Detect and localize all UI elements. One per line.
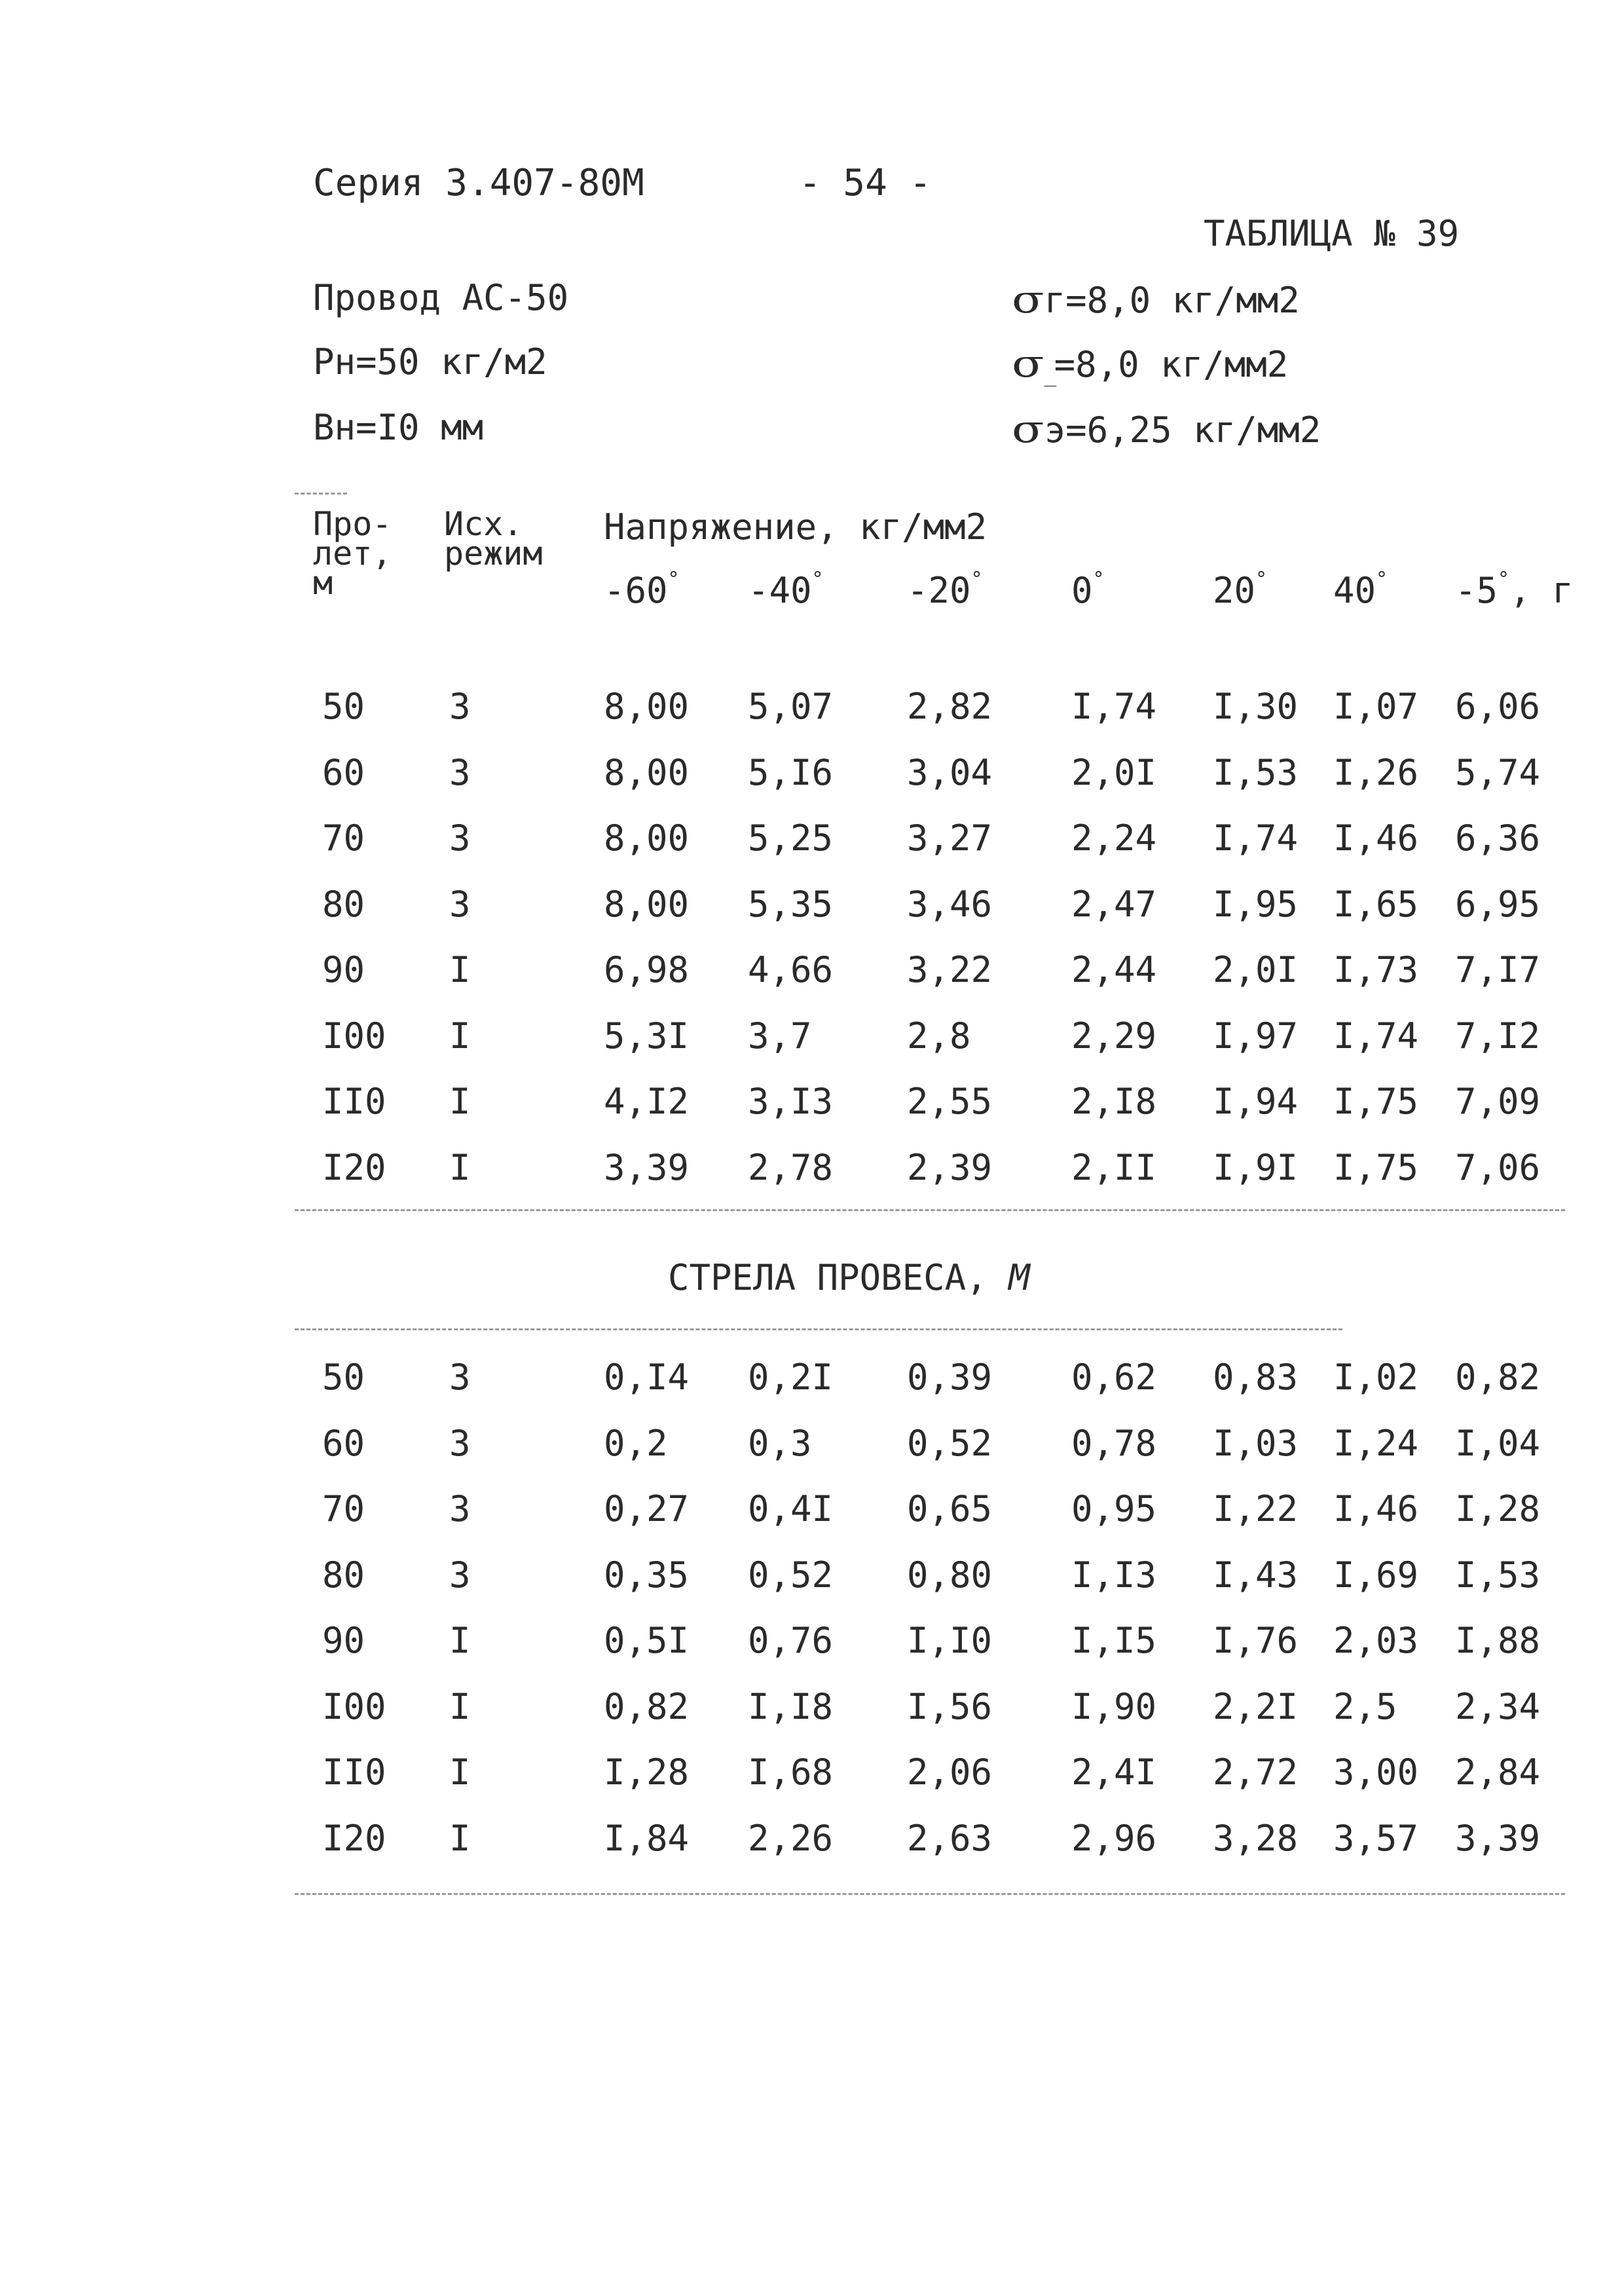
temperature-value: -20 <box>907 570 971 611</box>
span-cell: I20 <box>322 1817 386 1859</box>
temperature-header-3 <box>1071 570 1105 609</box>
value-cell: I,74 <box>1333 1015 1419 1057</box>
wire-type: Провод АС-50 <box>313 277 569 318</box>
mode-cell: 3 <box>449 1488 471 1529</box>
value-cell: 7,I2 <box>1455 1015 1541 1057</box>
value-cell: 0,35 <box>604 1554 690 1596</box>
value-cell: 2,63 <box>907 1817 993 1859</box>
temperature-value: 20 <box>1213 570 1256 611</box>
mode-cell: 3 <box>449 686 471 727</box>
sag-bottom-rule <box>295 1893 1565 1895</box>
value-cell: I,74 <box>1071 686 1157 727</box>
value-cell: I,02 <box>1333 1357 1419 1398</box>
value-cell: 7,I7 <box>1455 949 1541 990</box>
span-cell: I00 <box>322 1015 386 1057</box>
mode-cell: 3 <box>449 817 471 859</box>
value-cell: I,69 <box>1333 1554 1419 1596</box>
value-cell: 0,65 <box>907 1488 993 1529</box>
span-cell: 50 <box>322 1357 365 1398</box>
temperature-value: -5 <box>1455 570 1498 611</box>
value-cell: I,90 <box>1071 1685 1157 1727</box>
value-cell: 2,24 <box>1071 817 1157 859</box>
value-cell: 7,09 <box>1455 1081 1541 1122</box>
value-cell: 6,06 <box>1455 686 1541 727</box>
value-cell: 2,4I <box>1071 1752 1157 1793</box>
value-cell: I,88 <box>1455 1620 1541 1661</box>
temperature-header-5 <box>1333 570 1388 609</box>
span-cell: I20 <box>322 1146 386 1188</box>
value-cell: I,26 <box>1333 751 1419 793</box>
value-cell: 6,95 <box>1455 883 1541 925</box>
value-cell: 2,44 <box>1071 949 1157 990</box>
value-cell: I,46 <box>1333 1488 1419 1529</box>
mode-cell: I <box>449 1146 471 1188</box>
value-cell: I,03 <box>1213 1422 1299 1464</box>
degree-symbol: ° <box>667 568 680 591</box>
value-cell: I,84 <box>604 1817 690 1859</box>
value-cell: I,07 <box>1333 686 1419 727</box>
degree-symbol: ° <box>1376 568 1388 591</box>
value-cell: 0,2I <box>748 1357 834 1398</box>
value-cell: 3,46 <box>907 883 993 925</box>
sigma-minus-param <box>1012 341 1289 387</box>
value-cell: 8,00 <box>604 751 690 793</box>
value-cell: 3,22 <box>907 949 993 990</box>
value-cell: 2,0I <box>1071 751 1157 793</box>
mode-cell: 3 <box>449 1357 471 1398</box>
mode-cell: I <box>449 1081 471 1122</box>
span-cell: 90 <box>322 949 365 990</box>
temperature-header-6 <box>1455 570 1574 609</box>
temperature-value: -60 <box>604 570 668 611</box>
temperature-value: -40 <box>748 570 812 611</box>
value-cell: 0,52 <box>907 1422 993 1464</box>
value-cell: 5,I6 <box>748 751 834 793</box>
value-cell: 0,80 <box>907 1554 993 1596</box>
value-cell: 2,0I <box>1213 949 1299 990</box>
value-cell: 0,62 <box>1071 1357 1157 1398</box>
value-cell: 7,06 <box>1455 1146 1541 1188</box>
value-cell: 8,00 <box>604 686 690 727</box>
sigma-g-param <box>1012 277 1300 322</box>
value-cell: I,28 <box>604 1752 690 1793</box>
value-cell: 3,57 <box>1333 1817 1419 1859</box>
value-cell: 0,82 <box>604 1685 690 1727</box>
value-cell: 5,3I <box>604 1015 690 1057</box>
span-column-header: Про- лет, м <box>313 505 392 602</box>
temperature-header-0 <box>604 570 680 609</box>
value-cell: 2,84 <box>1455 1752 1541 1793</box>
sigma-symbol-icon: σ <box>1012 407 1044 451</box>
value-cell: 2,8 <box>907 1015 971 1057</box>
span-cell: 60 <box>322 1422 365 1464</box>
value-cell: 0,3 <box>748 1422 812 1464</box>
value-cell: I,97 <box>1213 1015 1299 1057</box>
wind-pressure: Рн=50 кг/м2 <box>313 341 547 383</box>
value-cell: 0,76 <box>748 1620 834 1661</box>
value-cell: 5,74 <box>1455 751 1541 793</box>
page-number: - 54 - <box>799 162 932 204</box>
value-cell: 8,00 <box>604 883 690 925</box>
value-cell: 0,4I <box>748 1488 834 1529</box>
value-cell: I,46 <box>1333 817 1419 859</box>
temperature-header-4 <box>1213 570 1267 609</box>
temperature-value: 0 <box>1071 570 1093 611</box>
value-cell: I,I8 <box>748 1685 834 1727</box>
value-cell: I,75 <box>1333 1146 1419 1188</box>
value-cell: 2,I8 <box>1071 1081 1157 1122</box>
value-cell: 2,39 <box>907 1146 993 1188</box>
value-cell: 4,66 <box>748 949 834 990</box>
span-cell: II0 <box>322 1752 386 1793</box>
value-cell: 0,39 <box>907 1357 993 1398</box>
stress-bottom-rule <box>295 1209 1565 1211</box>
value-cell: 2,03 <box>1333 1620 1419 1661</box>
mode-cell: I <box>449 1817 471 1859</box>
sigma-minus-symbol-icon: σ_ <box>1012 341 1057 387</box>
value-cell: 8,00 <box>604 817 690 859</box>
value-cell: 2,82 <box>907 686 993 727</box>
value-cell: 2,72 <box>1213 1752 1299 1793</box>
ice-thickness: Вн=I0 мм <box>313 407 484 448</box>
value-cell: 3,00 <box>1333 1752 1419 1793</box>
value-cell: I,22 <box>1213 1488 1299 1529</box>
value-cell: 3,27 <box>907 817 993 859</box>
value-cell: I,73 <box>1333 949 1419 990</box>
span-cell: 60 <box>322 751 365 793</box>
value-cell: I,68 <box>748 1752 834 1793</box>
value-cell: 2,78 <box>748 1146 834 1188</box>
value-cell: 6,98 <box>604 949 690 990</box>
span-cell: 80 <box>322 883 365 925</box>
sag-section-title <box>668 1257 1030 1298</box>
header-top-rule <box>295 493 347 495</box>
span-cell: 80 <box>322 1554 365 1596</box>
value-cell: I,I3 <box>1071 1554 1157 1596</box>
sigma-minus-value: =8,0 кг/мм2 <box>1054 344 1289 385</box>
temperature-header-1 <box>748 570 824 609</box>
value-cell: 0,52 <box>748 1554 834 1596</box>
table-title: ТАБЛИЦА № 39 <box>1204 213 1460 254</box>
degree-symbol: ° <box>811 568 824 591</box>
value-cell: 3,39 <box>1455 1817 1541 1859</box>
value-cell: I,56 <box>907 1685 993 1727</box>
temperature-value: 40 <box>1333 570 1376 611</box>
value-cell: 4,I2 <box>604 1081 690 1122</box>
sag-title-text: СТРЕЛА ПРОВЕСА, <box>668 1257 987 1298</box>
stress-group-header: Напряжение, кг/мм2 <box>604 506 987 548</box>
value-cell: 2,55 <box>907 1081 993 1122</box>
value-cell: I,30 <box>1213 686 1299 727</box>
span-cell: II0 <box>322 1081 386 1122</box>
value-cell: I,75 <box>1333 1081 1419 1122</box>
span-cell: 50 <box>322 686 365 727</box>
series-label: Серия 3.407-80М <box>313 162 644 204</box>
value-cell: I,65 <box>1333 883 1419 925</box>
value-cell: 2,34 <box>1455 1685 1541 1727</box>
sag-unit: М <box>1008 1257 1030 1298</box>
value-cell: I,28 <box>1455 1488 1541 1529</box>
value-cell: 3,04 <box>907 751 993 793</box>
temperature-header-2 <box>907 570 983 609</box>
mode-cell: 3 <box>449 751 471 793</box>
value-cell: 2,47 <box>1071 883 1157 925</box>
value-cell: I,94 <box>1213 1081 1299 1122</box>
value-cell: 0,5I <box>604 1620 690 1661</box>
value-cell: 3,28 <box>1213 1817 1299 1859</box>
sigma-g-value: г=8,0 кг/мм2 <box>1044 280 1300 321</box>
mode-column-header: Исх. режим <box>444 505 543 572</box>
value-cell: 2,06 <box>907 1752 993 1793</box>
mode-cell: 3 <box>449 1554 471 1596</box>
value-cell: 3,7 <box>748 1015 812 1057</box>
value-cell: 5,07 <box>748 686 834 727</box>
mode-cell: I <box>449 949 471 990</box>
value-cell: I,95 <box>1213 883 1299 925</box>
span-cell: 70 <box>322 1488 365 1529</box>
degree-symbol: ° <box>970 568 983 591</box>
value-cell: 0,I4 <box>604 1357 690 1398</box>
span-cell: I00 <box>322 1685 386 1727</box>
value-cell: 2,29 <box>1071 1015 1157 1057</box>
value-cell: 0,82 <box>1455 1357 1541 1398</box>
value-cell: 5,25 <box>748 817 834 859</box>
sigma-e-param <box>1012 407 1321 451</box>
span-cell: 90 <box>322 1620 365 1661</box>
value-cell: 3,39 <box>604 1146 690 1188</box>
mode-cell: 3 <box>449 883 471 925</box>
mode-cell: 3 <box>449 1422 471 1464</box>
value-cell: 2,II <box>1071 1146 1157 1188</box>
sigma-e-value: э=6,25 кг/мм2 <box>1044 409 1321 451</box>
value-cell: I,9I <box>1213 1146 1299 1188</box>
value-cell: 3,I3 <box>748 1081 834 1122</box>
value-cell: 0,95 <box>1071 1488 1157 1529</box>
value-cell: 0,27 <box>604 1488 690 1529</box>
value-cell: 2,96 <box>1071 1817 1157 1859</box>
value-cell: 2,5 <box>1333 1685 1397 1727</box>
sag-top-rule <box>295 1328 1342 1330</box>
span-cell: 70 <box>322 817 365 859</box>
value-cell: I,43 <box>1213 1554 1299 1596</box>
value-cell: I,74 <box>1213 817 1299 859</box>
degree-symbol: ° <box>1092 568 1105 591</box>
value-cell: 6,36 <box>1455 817 1541 859</box>
value-cell: 0,78 <box>1071 1422 1157 1464</box>
value-cell: I,04 <box>1455 1422 1541 1464</box>
sigma-symbol-icon: σ <box>1012 277 1044 322</box>
mode-cell: I <box>449 1015 471 1057</box>
value-cell: I,76 <box>1213 1620 1299 1661</box>
temperature-suffix: , г <box>1509 570 1574 611</box>
value-cell: I,53 <box>1455 1554 1541 1596</box>
value-cell: 2,2I <box>1213 1685 1299 1727</box>
value-cell: I,24 <box>1333 1422 1419 1464</box>
mode-cell: I <box>449 1752 471 1793</box>
value-cell: I,I0 <box>907 1620 993 1661</box>
value-cell: 0,83 <box>1213 1357 1299 1398</box>
degree-symbol: ° <box>1255 568 1268 591</box>
mode-cell: I <box>449 1685 471 1727</box>
value-cell: I,I5 <box>1071 1620 1157 1661</box>
value-cell: I,53 <box>1213 751 1299 793</box>
value-cell: 2,26 <box>748 1817 834 1859</box>
value-cell: 5,35 <box>748 883 834 925</box>
value-cell: 0,2 <box>604 1422 668 1464</box>
degree-symbol: ° <box>1498 568 1510 591</box>
mode-cell: I <box>449 1620 471 1661</box>
